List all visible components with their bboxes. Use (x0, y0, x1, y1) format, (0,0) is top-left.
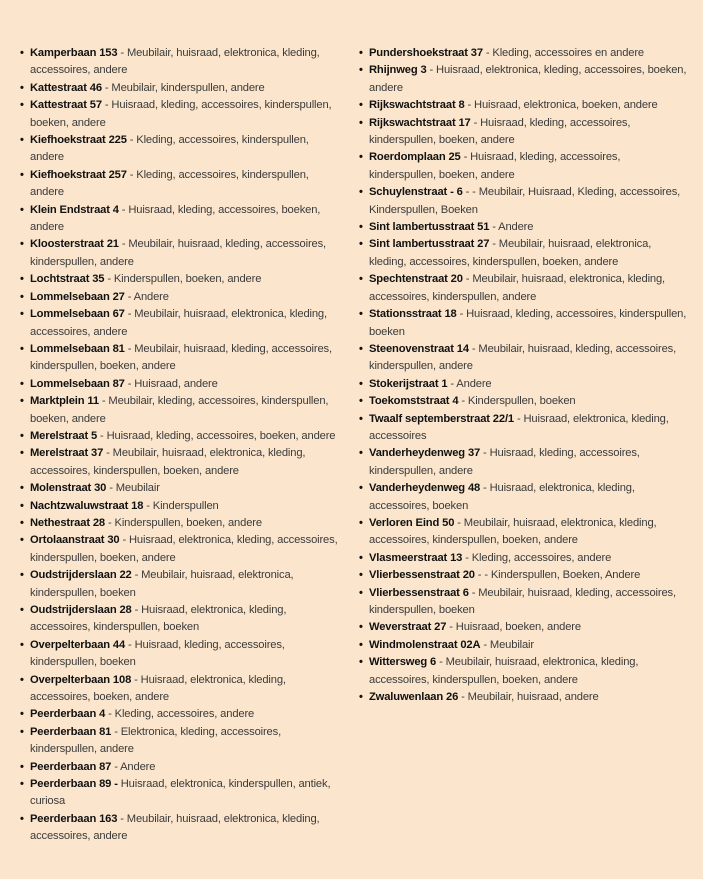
item-categories: - Huisraad, kleding, accessoires, boeken, andere (30, 203, 321, 234)
bullet-icon: • (359, 116, 363, 129)
bullet-icon: • (20, 708, 24, 721)
address-list-item (20, 445, 345, 480)
street-address: Verloren Eind 50 (369, 516, 455, 529)
address-list-item (359, 550, 689, 567)
item-categories: - Huisraad, kleding, accessoires, boeken, andere (97, 429, 336, 442)
street-address: Kamperbaan 153 (30, 47, 118, 59)
bullet-icon: • (20, 342, 24, 355)
bullet-icon: • (359, 377, 363, 390)
address-list-item (20, 811, 345, 846)
address-list-item (20, 80, 345, 97)
item-categories: - Kleding, accessoires, andere (462, 551, 612, 564)
address-list-item (359, 149, 689, 184)
street-address: Schuylenstraat - 6 (369, 186, 463, 199)
street-address: Windmolenstraat 02A (369, 638, 481, 651)
street-address: Rijkswachtstraat 8 (369, 99, 465, 112)
item-categories: - Meubilair, huisraad, elektronica, kinderspullen, boeken (30, 569, 294, 599)
bullet-icon: • (359, 516, 363, 529)
item-categories: - Huisraad, andere (124, 377, 218, 390)
address-list-item (359, 376, 689, 393)
item-categories: - Kleding, accessoires, kinderspullen, andere (30, 168, 309, 199)
address-list-item (359, 341, 689, 376)
address-list-item (20, 637, 345, 672)
item-categories: - Huisraad, elektronica, kleding, accessoires (369, 412, 669, 442)
item-categories: - - Kinderspullen, Boeken, Andere (474, 569, 641, 582)
item-categories: - Huisraad, elektronica, boeken, andere (464, 99, 658, 112)
bullet-icon: • (20, 760, 24, 773)
street-address: Sint lambertusstraat 51 (369, 221, 490, 234)
item-categories: - Andere (124, 290, 169, 303)
item-categories: - Meubilair, huisraad, elektronica, kleding, accessoires, andere (30, 308, 327, 338)
item-categories: - Huisraad, elektronica, kleding, accessoires, kinderspullen, boeken (30, 604, 287, 634)
item-categories: - Meubilair, huisraad, kleding, accessoires, kinderspullen, boeken, andere (30, 342, 332, 373)
street-address: Kloosterstraat 21 (30, 238, 119, 251)
item-categories: - Huisraad, kleding, accessoires, kinderspullen, boeken, andere (369, 116, 631, 147)
street-address: Vanderheydenweg 37 (369, 447, 481, 460)
bullet-icon: • (359, 447, 363, 460)
street-address: Lochtstraat 35 (30, 273, 105, 286)
address-list-item (359, 689, 689, 706)
address-list-item (20, 202, 345, 237)
address-list-item (359, 654, 689, 689)
address-list-item (359, 62, 689, 97)
item-categories: - Kinderspullen, boeken, andere (105, 516, 262, 529)
street-address: Peerderbaan 81 (30, 725, 112, 738)
street-address: Overpelterbaan 108 (30, 673, 132, 686)
bullet-icon: • (359, 238, 363, 251)
item-categories: - Huisraad, elektronica, kleding, accessoires, boeken (369, 482, 635, 512)
bullet-icon: • (20, 99, 24, 112)
item-categories: - Andere (447, 377, 492, 390)
bullet-icon: • (359, 656, 363, 669)
street-address: Marktplein 11 (30, 395, 99, 408)
street-address: Pundershoekstraat 37 (369, 47, 483, 59)
bullet-icon: • (20, 638, 24, 651)
item-categories: - Kleding, accessoires, kinderspullen, andere (30, 134, 309, 164)
bullet-icon: • (20, 308, 24, 321)
bullet-icon: • (20, 725, 24, 738)
bullet-icon: • (20, 447, 24, 460)
address-list-item (20, 706, 345, 723)
bullet-icon: • (359, 691, 363, 704)
street-address: Toekomststraat 4 (369, 395, 459, 408)
street-address: Nethestraat 28 (30, 516, 106, 529)
address-list-item (20, 167, 345, 202)
item-categories: - Meubilair, huisraad, kleding, accessoires, kinderspullen, boeken (369, 586, 676, 616)
item-categories: - Meubilair, huisraad, elektronica, kleding, accessoires, kinderspullen, boeken, andere (369, 656, 639, 686)
address-list-item (20, 376, 345, 393)
street-address: Lommelsebaan 87 (30, 377, 125, 390)
street-address: Spechtenstraat 20 (369, 273, 463, 286)
street-address: Peerderbaan 4 (30, 708, 106, 721)
bullet-icon: • (359, 186, 363, 199)
address-list-item (359, 97, 689, 114)
address-list-item (20, 602, 345, 637)
bullet-icon: • (359, 151, 363, 164)
item-categories: - Kinderspullen, boeken (458, 395, 576, 408)
bullet-icon: • (359, 47, 363, 59)
street-address: Vlasmeerstraat 13 (369, 551, 463, 564)
address-list-item (20, 428, 345, 445)
street-address: Vanderheydenweg 48 (369, 482, 481, 495)
bullet-icon: • (20, 290, 24, 303)
bullet-icon: • (20, 516, 24, 529)
street-address: Wittersweg 6 (369, 656, 437, 669)
address-list-item (359, 619, 689, 636)
address-list-item (359, 306, 689, 341)
bullet-icon: • (20, 395, 24, 408)
street-address: Ortolaanstraat 30 (30, 534, 120, 547)
bullet-icon: • (20, 47, 24, 59)
street-address: Nachtzwaluwstraat 18 (30, 499, 144, 512)
address-list-item (359, 585, 689, 620)
bullet-icon: • (359, 482, 363, 495)
address-list-item (359, 236, 689, 271)
item-categories: - Meubilair, huisraad, andere (458, 691, 599, 704)
address-list-item (20, 45, 345, 80)
address-list-item (20, 271, 345, 288)
street-address: Vlierbessenstraat 20 (369, 569, 475, 582)
street-address: Lommelsebaan 67 (30, 308, 125, 321)
address-list-item (359, 480, 689, 515)
street-address: Rhijnweg 3 (369, 64, 427, 77)
bullet-icon: • (359, 412, 363, 425)
item-categories: - Kleding, accessoires, andere (105, 708, 255, 721)
address-list-item (20, 724, 345, 759)
bullet-icon: • (20, 203, 24, 216)
bullet-icon: • (20, 134, 24, 147)
street-address: Kiefhoekstraat 225 (30, 134, 127, 147)
bullet-icon: • (20, 534, 24, 547)
address-list-left-column (20, 45, 345, 846)
bullet-icon: • (359, 99, 363, 112)
item-categories: - Huisraad, elektronica, kleding, accessoires, kinderspullen, boeken, andere (30, 534, 338, 564)
street-address: Weverstraat 27 (369, 621, 447, 634)
bullet-icon: • (20, 377, 24, 390)
item-categories: - Meubilair, huisraad, elektronica, kleding, accessoires, andere (30, 47, 320, 77)
item-categories: - Meubilair, huisraad, elektronica, kleding, accessoires, andere (30, 812, 320, 843)
street-address: Lommelsebaan 81 (30, 342, 125, 355)
bullet-icon: • (20, 673, 24, 686)
address-list-item (359, 637, 689, 654)
bullet-icon: • (359, 586, 363, 599)
address-list-item (359, 45, 689, 62)
address-list-item (359, 271, 689, 306)
address-list-item (20, 341, 345, 376)
item-categories: - Meubilair, kleding, accessoires, kinderspullen, boeken, andere (30, 395, 329, 425)
address-list-item (20, 672, 345, 707)
item-categories: - Meubilair, huisraad, elektronica, kleding, accessoires, kinderspullen, andere (369, 273, 666, 303)
bullet-icon: • (359, 551, 363, 564)
item-categories: - Meubilair (480, 638, 534, 651)
bullet-icon: • (359, 395, 363, 408)
street-address: Oudstrijderslaan 28 (30, 604, 132, 616)
bullet-icon: • (20, 238, 24, 251)
item-categories: - Meubilair, kinderspullen, andere (101, 81, 265, 94)
bullet-icon: • (359, 221, 363, 234)
address-list-item (20, 776, 345, 811)
address-list-item (359, 567, 689, 584)
item-categories: - Huisraad, kleding, accessoires, kinderspullen, boeken, andere (369, 151, 621, 181)
item-categories: - Meubilair, huisraad, kleding, accessoires, kinderspullen, andere (369, 342, 677, 373)
address-list-right-column (359, 45, 689, 706)
address-list-item (20, 132, 345, 167)
item-categories: - Andere (111, 760, 156, 773)
bullet-icon: • (20, 273, 24, 286)
street-address: Kattestraat 57 (30, 99, 102, 112)
bullet-icon: • (359, 621, 363, 634)
street-address: Merelstraat 5 (30, 429, 98, 442)
address-list-item (359, 219, 689, 236)
street-address: Lommelsebaan 27 (30, 290, 125, 303)
item-categories: Huisraad, elektronica, kinderspullen, antiek, curiosa (30, 778, 331, 808)
address-list-item (359, 515, 689, 550)
street-address: Stationsstraat 18 (369, 308, 457, 321)
item-categories: - Huisraad, boeken, andere (446, 621, 581, 634)
bullet-icon: • (20, 812, 24, 825)
address-list-item (20, 759, 345, 776)
bullet-icon: • (20, 499, 24, 512)
item-categories: - Meubilair, huisraad, elektronica, kleding, accessoires, kinderspullen, boeken, andere (369, 238, 652, 268)
address-list-item (20, 97, 345, 132)
street-address: Twaalf septemberstraat 22/1 (369, 412, 514, 425)
street-address: Kiefhoekstraat 257 (30, 168, 127, 181)
address-list-item (359, 445, 689, 480)
bullet-icon: • (359, 64, 363, 77)
item-categories: - Huisraad, kleding, accessoires, kinderspullen, boeken, andere (30, 99, 332, 129)
street-address: Kattestraat 46 (30, 81, 102, 94)
street-address: Sint lambertusstraat 27 (369, 238, 490, 251)
address-list-item (359, 393, 689, 410)
street-address: Roerdomplaan 25 (369, 151, 461, 164)
street-address: Stokerijstraat 1 (369, 377, 448, 390)
address-list-item (359, 115, 689, 150)
address-list-item (20, 498, 345, 515)
item-categories: - Kleding, accessoires en andere (482, 47, 644, 59)
bullet-icon: • (359, 273, 363, 286)
street-address: Merelstraat 37 (30, 447, 104, 460)
address-list-item (20, 515, 345, 532)
street-address: Rijkswachtstraat 17 (369, 116, 471, 129)
address-list-item (20, 393, 345, 428)
address-list-item (20, 532, 345, 567)
address-list-item (20, 236, 345, 271)
bullet-icon: • (359, 308, 363, 321)
street-address: Peerderbaan 163 (30, 812, 118, 825)
street-address: Vlierbessenstraat 6 (369, 586, 469, 599)
street-address: Peerderbaan 87 (30, 760, 112, 773)
bullet-icon: • (20, 604, 24, 616)
item-categories: - Huisraad, elektronica, kleding, accessoires, boeken, andere (369, 64, 687, 94)
item-categories: - Andere (489, 221, 534, 234)
item-categories: - Elektronica, kleding, accessoires, kinderspullen, andere (30, 725, 282, 756)
item-categories: - Meubilair, huisraad, elektronica, kleding, accessoires, kinderspullen, boeken, andere (369, 516, 657, 547)
item-categories: - Kinderspullen (143, 499, 219, 512)
street-address: Steenovenstraat 14 (369, 342, 469, 355)
address-list-item (359, 411, 689, 446)
street-address: Klein Endstraat 4 (30, 203, 119, 216)
address-list-item (20, 567, 345, 602)
address-list-item (359, 184, 689, 219)
bullet-icon: • (359, 342, 363, 355)
bullet-icon: • (20, 168, 24, 181)
item-categories: - Kinderspullen, boeken, andere (104, 273, 262, 286)
bullet-icon: • (20, 81, 24, 94)
item-categories: - Meubilair, huisraad, elektronica, kleding, accessoires, kinderspullen, boeken, andere (30, 447, 306, 477)
street-address: Peerderbaan 89 - (30, 778, 118, 791)
street-address: Molenstraat 30 (30, 482, 107, 495)
bullet-icon: • (20, 429, 24, 442)
item-categories: - Huisraad, elektronica, kleding, accessoires, boeken, andere (30, 673, 286, 704)
street-address: Overpelterbaan 44 (30, 638, 126, 651)
street-address: Zwaluwenlaan 26 (369, 691, 459, 704)
address-list-item (20, 289, 345, 306)
bullet-icon: • (359, 638, 363, 651)
bullet-icon: • (20, 482, 24, 495)
street-address: Oudstrijderslaan 22 (30, 569, 132, 582)
address-list-item (20, 306, 345, 341)
item-categories: - Huisraad, kleding, accessoires, kinderspullen, boeken (369, 308, 687, 338)
bullet-icon: • (359, 569, 363, 582)
bullet-icon: • (20, 778, 24, 791)
address-list-item (20, 480, 345, 497)
item-categories: - Huisraad, kleding, accessoires, kinderspullen, boeken (30, 638, 285, 669)
bullet-icon: • (20, 569, 24, 582)
item-categories: - Meubilair (106, 482, 160, 495)
item-categories: - Huisraad, kleding, accessoires, kinderspullen, andere (369, 447, 640, 477)
item-categories: - Meubilair, huisraad, kleding, accessoires, kinderspullen, andere (30, 238, 327, 268)
item-categories: - - Meubilair, Huisraad, Kleding, accessoires, Kinderspullen, Boeken (369, 186, 681, 216)
